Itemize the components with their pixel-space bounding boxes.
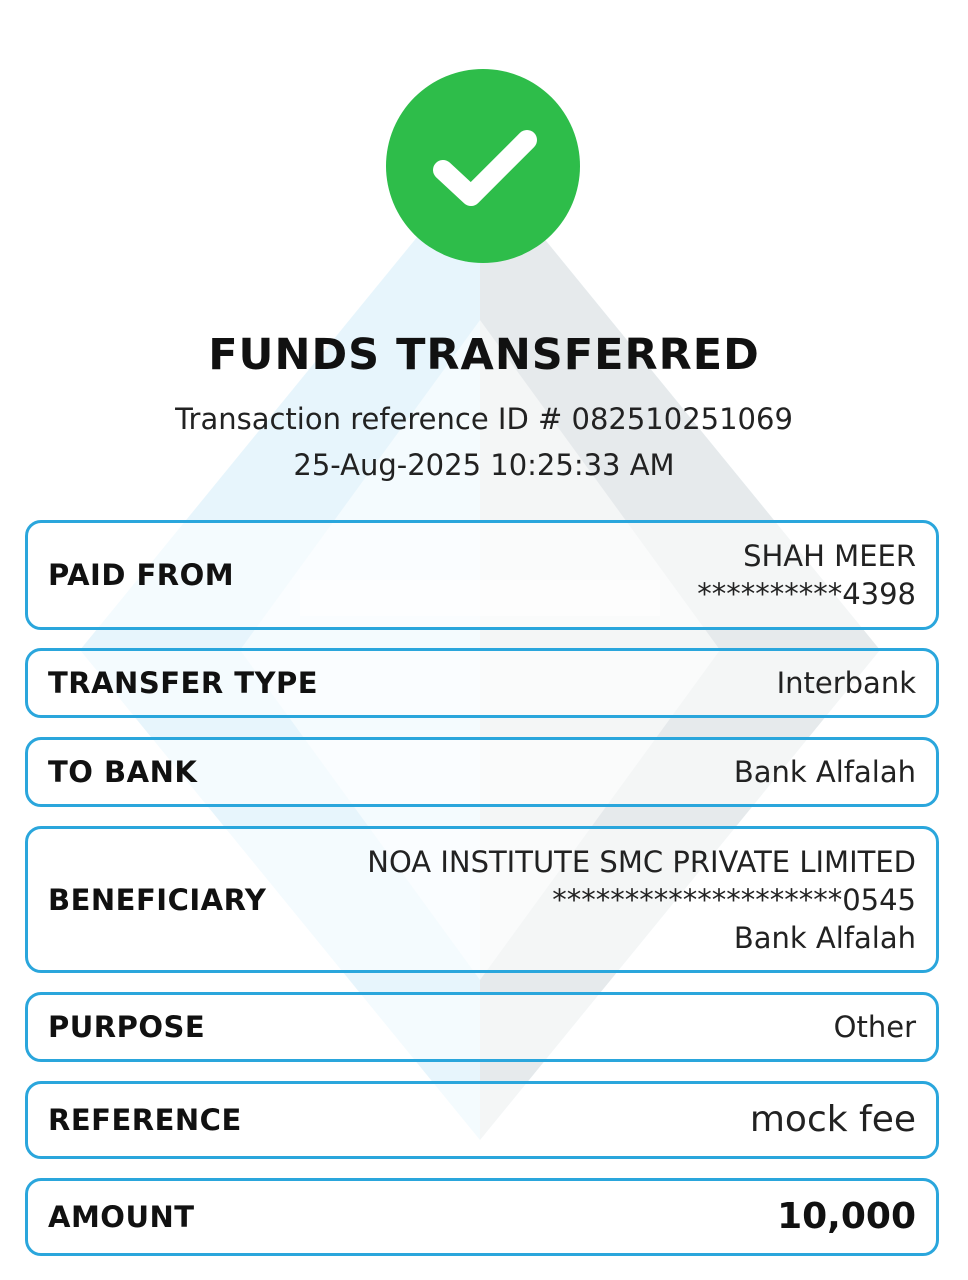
purpose-label: PURPOSE	[48, 1010, 206, 1044]
transaction-reference: Transaction reference ID # 082510251069	[175, 402, 793, 436]
transfer-type-label: TRANSFER TYPE	[48, 666, 319, 700]
to-bank-value: Bank Alfalah	[733, 755, 916, 789]
check-circle-icon	[385, 68, 581, 264]
beneficiary-account: ********************0545	[552, 882, 916, 917]
page-title: FUNDS TRANSFERRED	[208, 330, 760, 380]
reference-label: REFERENCE	[48, 1103, 242, 1137]
paid-from-label: PAID FROM	[48, 558, 235, 592]
transaction-datetime: 25-Aug-2025 10:25:33 AM	[293, 448, 675, 482]
to-bank-label: TO BANK	[48, 755, 198, 789]
beneficiary-name: NOA INSTITUTE SMC PRIVATE LIMITED	[367, 844, 916, 879]
amount-label: AMOUNT	[48, 1200, 195, 1234]
paid-from-name: SHAH MEER	[743, 539, 916, 573]
beneficiary-row	[25, 826, 939, 973]
amount-row	[25, 1178, 939, 1256]
beneficiary-bank: Bank Alfalah	[733, 920, 916, 955]
amount-value: 10,000	[777, 1196, 916, 1237]
paid-from-value	[697, 537, 916, 613]
paid-from-account: **********4398	[697, 577, 916, 611]
purpose-value: Other	[833, 1010, 916, 1044]
to-bank-row	[25, 737, 939, 807]
reference-value: mock fee	[749, 1099, 916, 1140]
transfer-type-row	[25, 648, 939, 718]
reference-row	[25, 1081, 939, 1159]
beneficiary-value	[367, 843, 916, 957]
paid-from-row	[25, 520, 939, 630]
transfer-type-value: Interbank	[776, 666, 916, 700]
purpose-row	[25, 992, 939, 1062]
beneficiary-label: BENEFICIARY	[48, 882, 267, 917]
